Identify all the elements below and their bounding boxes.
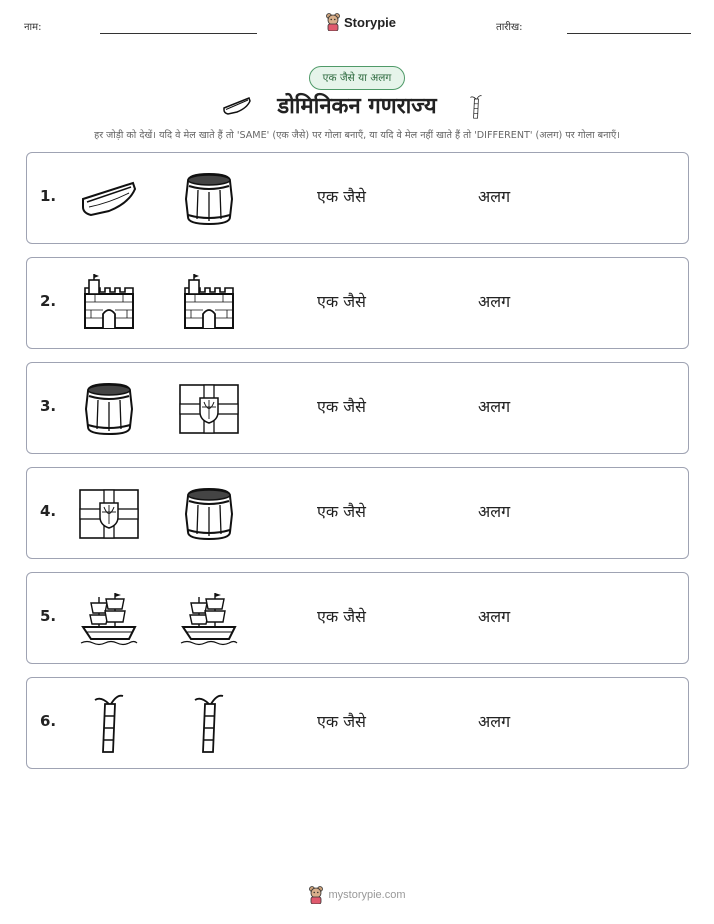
storypie-logo	[325, 13, 396, 31]
worksheet-title: डोमिनिकन गणराज्य	[277, 94, 437, 119]
drum-icon	[79, 379, 139, 439]
different-option[interactable]: अलग	[478, 712, 511, 731]
question-row	[26, 362, 689, 454]
instructions: हर जोड़ी को देखें। यदि वे मेल खाते हैं तो 'SAME' (एक जैसे) पर गोला बनाएँ, या यदि वे मेल नहीं खाते हैं तो 'DIFFERENT' (अलग) पर गोला बनाएँ।	[94, 130, 620, 141]
date-field-line[interactable]	[567, 33, 691, 34]
different-option[interactable]: अलग	[478, 292, 511, 311]
same-option[interactable]: एक जैसे	[317, 187, 366, 206]
question-row	[26, 152, 689, 244]
question-row	[26, 467, 689, 559]
footer-site: mystorypie.com	[328, 889, 406, 901]
question-row	[26, 677, 689, 769]
date-label: तारीख:	[496, 22, 523, 33]
different-option[interactable]: अलग	[478, 397, 511, 416]
question-number: 6.	[40, 712, 57, 730]
same-option[interactable]: एक जैसे	[317, 397, 366, 416]
same-option[interactable]: एक जैसे	[317, 502, 366, 521]
activity-type-badge: एक जैसे या अलग	[309, 66, 405, 90]
flag-icon	[179, 379, 239, 439]
question-number: 4.	[40, 502, 57, 520]
question-number: 5.	[40, 607, 57, 625]
bear-mascot-icon	[325, 13, 341, 31]
different-option[interactable]: अलग	[478, 187, 511, 206]
question-row	[26, 572, 689, 664]
bear-mascot-icon	[308, 886, 324, 904]
name-field-line[interactable]	[100, 33, 257, 34]
same-option[interactable]: एक जैसे	[317, 712, 366, 731]
footer	[0, 886, 714, 904]
drum-icon	[179, 169, 239, 229]
logo-text: Storypie	[344, 14, 397, 30]
canoe-icon	[79, 169, 139, 229]
flag-icon	[79, 484, 139, 544]
name-label: नाम:	[24, 22, 42, 33]
sugarcane-icon	[179, 694, 239, 754]
same-option[interactable]: एक जैसे	[317, 292, 366, 311]
sugarcane-icon	[79, 694, 139, 754]
sugarcane-icon	[464, 91, 488, 123]
question-number: 2.	[40, 292, 57, 310]
question-number: 3.	[40, 397, 57, 415]
castle-icon	[179, 274, 239, 334]
question-row	[26, 257, 689, 349]
ship-icon	[79, 589, 139, 649]
different-option[interactable]: अलग	[478, 502, 511, 521]
different-option[interactable]: अलग	[478, 607, 511, 626]
ship-icon	[179, 589, 239, 649]
question-number: 1.	[40, 187, 57, 205]
drum-icon	[179, 484, 239, 544]
castle-icon	[79, 274, 139, 334]
same-option[interactable]: एक जैसे	[317, 607, 366, 626]
